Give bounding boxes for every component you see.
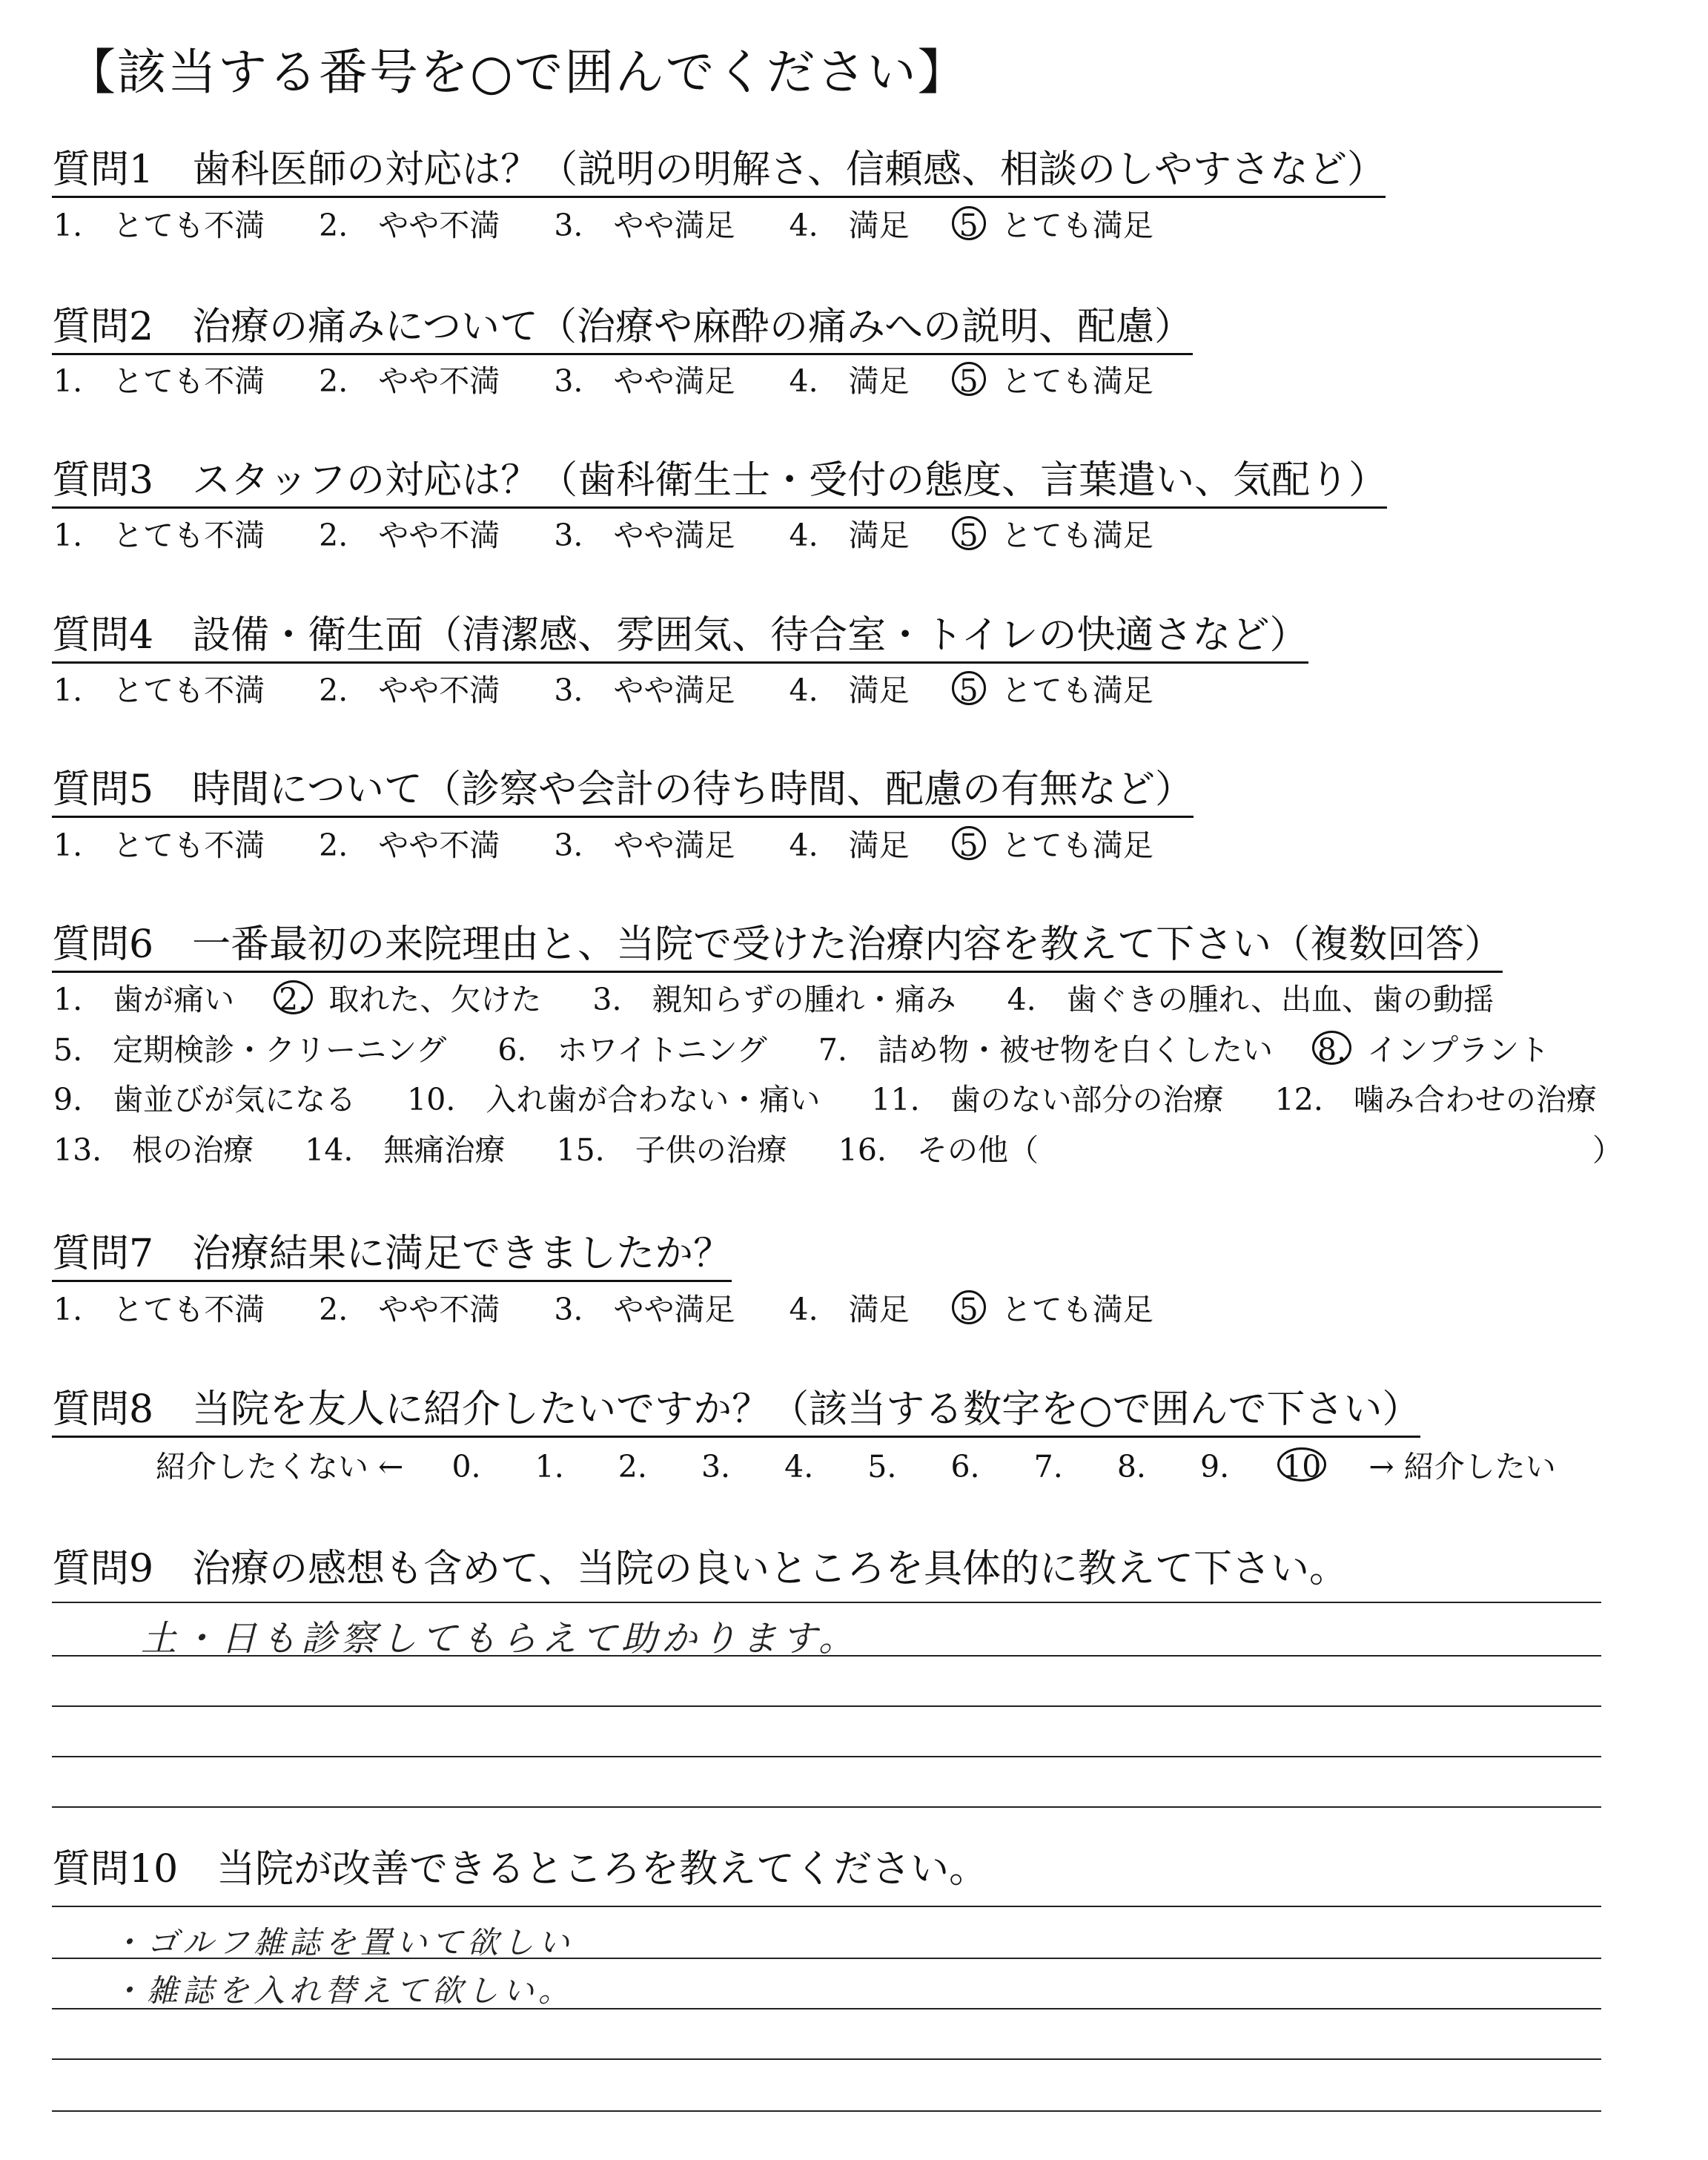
q9-answer-line-3 <box>52 1705 1601 1707</box>
q6-option-14[interactable]: 14. 無痛治療 <box>305 1132 506 1168</box>
question-1-options <box>53 206 1159 244</box>
question-2-heading: 質問2 治療の痛みについて（治療や麻酔の痛みへの説明、配慮） <box>52 304 1193 355</box>
q4-option-1[interactable]: 1. とても不満 <box>53 673 265 708</box>
q8-option-4[interactable]: 4. <box>784 1449 814 1484</box>
q7-option-1[interactable]: 1. とても不満 <box>53 1292 265 1327</box>
q8-option-10-circled[interactable]: 10 <box>1277 1447 1326 1482</box>
q1-option-1[interactable]: 1. とても不満 <box>53 208 265 243</box>
q9-answer-line-4 <box>52 1756 1601 1757</box>
question-7-heading: 質問7 治療結果に満足できましたか？ <box>52 1231 732 1282</box>
q10-handwritten-answer-1[interactable]: ・ゴルフ雑誌を置いて欲しい <box>111 1924 575 1961</box>
q6-option-8-label: インプラント <box>1367 1032 1550 1068</box>
q2-option-2[interactable]: 2. やや不満 <box>319 363 500 399</box>
q1-option-4[interactable]: 4. 満足 <box>789 208 910 243</box>
q7-option-4[interactable]: 4. 満足 <box>789 1292 910 1327</box>
q6-option-16[interactable]: 16. その他（ <box>838 1132 1039 1168</box>
q1-option-2[interactable]: 2. やや不満 <box>319 208 500 243</box>
question-8-scale <box>156 1447 1562 1485</box>
page-title: 【該当する番号を○で囲んでください】 <box>67 44 968 101</box>
q10-answer-line-5 <box>52 2110 1601 2112</box>
question-4-heading: 質問4 設備・衛生面（清潔感、雰囲気、待合室・トイレの快適さなど） <box>52 612 1308 664</box>
question-6-row-1 <box>53 980 1500 1018</box>
q10-answer-line-2 <box>52 1958 1601 1959</box>
question-6-row-2 <box>53 1031 1555 1069</box>
q2-option-5-label: とても満足 <box>1001 363 1153 399</box>
q7-option-3[interactable]: 3. やや満足 <box>554 1292 735 1327</box>
q6-option-2-circled[interactable]: 2. <box>274 980 313 1014</box>
q1-option-5-label: とても満足 <box>1001 208 1153 243</box>
q6-option-8-circled[interactable]: 8. <box>1312 1031 1351 1065</box>
q6-option-3[interactable]: 3. 親知らずの腫れ・痛み <box>592 982 956 1017</box>
question-4-options <box>53 671 1159 709</box>
q4-option-4[interactable]: 4. 満足 <box>789 673 910 708</box>
q10-handwritten-answer-2[interactable]: ・雑誌を入れ替えて欲しい。 <box>111 1972 575 2009</box>
q7-option-5-circled[interactable]: 5 <box>952 1290 986 1324</box>
q6-option-2-label: 取れた、欠けた <box>328 982 542 1017</box>
q7-option-5-label: とても満足 <box>1001 1292 1153 1327</box>
q6-option-7[interactable]: 7. 詰め物・被せ物を白くしたい <box>818 1032 1273 1068</box>
q7-option-2[interactable]: 2. やや不満 <box>319 1292 500 1327</box>
q6-option-1[interactable]: 1. 歯が痛い <box>53 982 235 1017</box>
q4-option-5-circled[interactable]: 5 <box>952 671 986 705</box>
q5-option-4[interactable]: 4. 満足 <box>789 828 910 863</box>
q8-option-7[interactable]: 7. <box>1033 1449 1063 1484</box>
question-6-row-4 <box>53 1132 1045 1169</box>
q6-option-4[interactable]: 4. 歯ぐきの腫れ、出血、歯の動揺 <box>1007 982 1494 1017</box>
q6-option-5[interactable]: 5. 定期検診・クリーニング <box>53 1032 447 1068</box>
question-9-heading: 質問9 治療の感想も含めて、当院の良いところを具体的に教えて下さい。 <box>52 1547 1348 1591</box>
q5-option-5-label: とても満足 <box>1001 828 1153 863</box>
q8-option-1[interactable]: 1. <box>534 1449 564 1484</box>
q2-option-4[interactable]: 4. 満足 <box>789 363 910 399</box>
q8-option-0[interactable]: 0. <box>451 1449 481 1484</box>
q4-option-5-label: とても満足 <box>1001 673 1153 708</box>
q8-option-3[interactable]: 3. <box>701 1449 731 1484</box>
q8-left-label: 紹介したくない ← <box>156 1449 404 1484</box>
q8-option-6[interactable]: 6. <box>950 1449 980 1484</box>
question-2-options <box>53 362 1159 400</box>
question-6-row-3 <box>53 1081 1603 1118</box>
q8-option-8[interactable]: 8. <box>1116 1449 1146 1484</box>
q8-right-label: → 紹介したい <box>1368 1449 1556 1484</box>
q2-option-5-circled[interactable]: 5 <box>952 362 986 396</box>
q8-option-5[interactable]: 5. <box>867 1449 897 1484</box>
q6-option-6[interactable]: 6. ホワイトニング <box>497 1032 767 1068</box>
q3-option-5-label: とても満足 <box>1001 518 1153 553</box>
q6-option-10[interactable]: 10. 入れ歯が合わない・痛い <box>407 1082 821 1117</box>
q9-answer-line-5 <box>52 1806 1601 1808</box>
question-7-options <box>53 1290 1159 1328</box>
q5-option-5-circled[interactable]: 5 <box>952 826 986 860</box>
q5-option-2[interactable]: 2. やや不満 <box>319 828 500 863</box>
q6-option-12[interactable]: 12. 噛み合わせの治療 <box>1274 1082 1597 1117</box>
question-3-options <box>53 516 1159 554</box>
q10-answer-line-1 <box>52 1906 1601 1907</box>
q6-option-9[interactable]: 9. 歯並びが気になる <box>53 1082 357 1117</box>
q8-option-2[interactable]: 2. <box>618 1449 647 1484</box>
q9-answer-line-2 <box>52 1655 1601 1657</box>
question-8-heading: 質問8 当院を友人に紹介したいですか？（該当する数字を○で囲んで下さい） <box>52 1387 1420 1438</box>
q5-option-3[interactable]: 3. やや満足 <box>554 828 735 863</box>
q3-option-5-circled[interactable]: 5 <box>952 516 986 550</box>
q2-option-3[interactable]: 3. やや満足 <box>554 363 735 399</box>
q6-option-13[interactable]: 13. 根の治療 <box>53 1132 254 1168</box>
q5-option-1[interactable]: 1. とても不満 <box>53 828 265 863</box>
question-10-heading: 質問10 当院が改善できるところを教えてください。 <box>52 1847 988 1892</box>
q3-option-1[interactable]: 1. とても不満 <box>53 518 265 553</box>
q10-answer-line-4 <box>52 2058 1601 2060</box>
q1-option-3[interactable]: 3. やや満足 <box>554 208 735 243</box>
q3-option-4[interactable]: 4. 満足 <box>789 518 910 553</box>
q4-option-3[interactable]: 3. やや満足 <box>554 673 735 708</box>
q2-option-1[interactable]: 1. とても不満 <box>53 363 265 399</box>
q6-other-close-paren: ） <box>1592 1132 1623 1168</box>
question-6-heading: 質問6 一番最初の来院理由と、当院で受けた治療内容を教えて下さい（複数回答） <box>52 922 1503 973</box>
q9-answer-line-1 <box>52 1602 1601 1603</box>
q6-option-11[interactable]: 11. 歯のない部分の治療 <box>871 1082 1224 1117</box>
question-5-options <box>53 826 1159 864</box>
q6-option-15[interactable]: 15. 子供の治療 <box>556 1132 787 1168</box>
q3-option-3[interactable]: 3. やや満足 <box>554 518 735 553</box>
question-1-heading: 質問1 歯科医師の対応は？（説明の明解さ、信頼感、相談のしやすさなど） <box>52 147 1386 198</box>
q8-option-9[interactable]: 9. <box>1199 1449 1230 1484</box>
q1-option-5-circled[interactable]: 5 <box>952 206 986 240</box>
q9-handwritten-answer[interactable]: 土・日も診察してもらえて助かります。 <box>141 1618 859 1659</box>
q3-option-2[interactable]: 2. やや不満 <box>319 518 500 553</box>
q4-option-2[interactable]: 2. やや不満 <box>319 673 500 708</box>
q10-answer-line-3 <box>52 2008 1601 2009</box>
question-5-heading: 質問5 時間について（診察や会計の待ち時間、配慮の有無など） <box>52 767 1194 818</box>
question-3-heading: 質問3 スタッフの対応は？（歯科衛生士・受付の態度、言葉遣い、気配り） <box>52 458 1387 509</box>
